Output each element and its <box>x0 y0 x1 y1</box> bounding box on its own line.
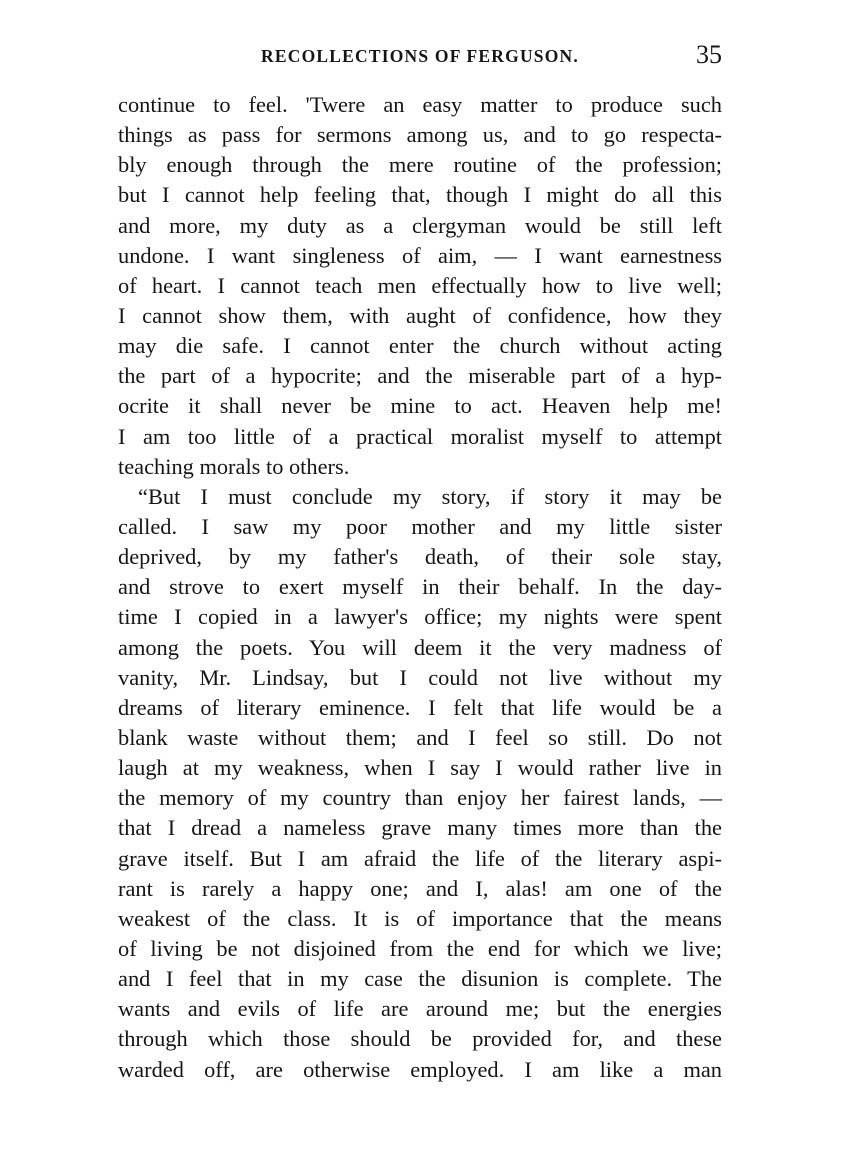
text-line: “But I must conclude my story, if story it may be <box>138 483 722 509</box>
text-line: wants and evils of life are around me; but the energies <box>118 996 722 1022</box>
running-title: RECOLLECTIONS OF FERGUSON. <box>261 46 579 66</box>
text-line: undone. I want singleness of aim, — I want earnestness <box>118 242 722 268</box>
text-line: deprived, by my father's death, of their sole stay, <box>118 544 722 570</box>
text-line: blank waste without them; and I feel so still. Do not <box>118 724 722 750</box>
text-line: I am too little of a practical moralist myself to attempt <box>118 423 722 449</box>
text-line: dreams of literary eminence. I felt that life would be a <box>118 694 722 720</box>
text-line: among the poets. You will deem it the very madness of <box>118 634 722 660</box>
text-line: rant is rarely a happy one; and I, alas! am one of the <box>118 875 722 901</box>
text-line: continue to feel. 'Twere an easy matter to produce such <box>118 92 722 117</box>
text-line: called. I saw my poor mother and my little sister <box>118 513 722 539</box>
text-line: the part of a hypocrite; and the miserable part of a hyp- <box>118 363 722 389</box>
body-text <box>118 90 722 1085</box>
text-line: of living be not disjoined from the end for which we live; <box>118 935 722 961</box>
text-line: may die safe. I cannot enter the church without acting <box>118 333 722 359</box>
text-line: time I copied in a lawyer's office; my nights were spent <box>118 604 722 630</box>
text-line: vanity, Mr. Lindsay, but I could not live without my <box>118 664 722 690</box>
text-line: grave itself. But I am afraid the life of the literary aspi- <box>118 845 722 871</box>
text-line: warded off, are otherwise employed. I am like a man <box>118 1056 722 1082</box>
text-line: teaching morals to others. <box>118 453 350 479</box>
text-line: that I dread a nameless grave many times more than the <box>118 815 722 841</box>
text-line: and I feel that in my case the disunion is complete. The <box>118 966 722 992</box>
running-head <box>118 40 722 76</box>
text-line: through which those should be provided for, and these <box>118 1026 722 1052</box>
text-line: and more, my duty as a clergyman would be still left <box>118 212 722 238</box>
text-line: things as pass for sermons among us, and to go respecta- <box>118 122 722 148</box>
text-line: but I cannot help feeling that, though I might do all this <box>118 182 722 208</box>
text-line: weakest of the class. It is of importance that the means <box>118 905 722 931</box>
page-number: 35 <box>696 40 722 69</box>
text-line: ocrite it shall never be mine to act. Heaven help me! <box>118 393 722 419</box>
text-line: bly enough through the mere routine of the profession; <box>118 152 722 178</box>
text-line: and strove to exert myself in their behalf. In the day- <box>118 574 722 600</box>
text-line: laugh at my weakness, when I say I would rather live in <box>118 755 722 781</box>
text-line: I cannot show them, with aught of confidence, how they <box>118 302 722 328</box>
text-line: the memory of my country than enjoy her fairest lands, — <box>118 785 722 811</box>
text-line: of heart. I cannot teach men effectually how to live well; <box>118 272 722 298</box>
